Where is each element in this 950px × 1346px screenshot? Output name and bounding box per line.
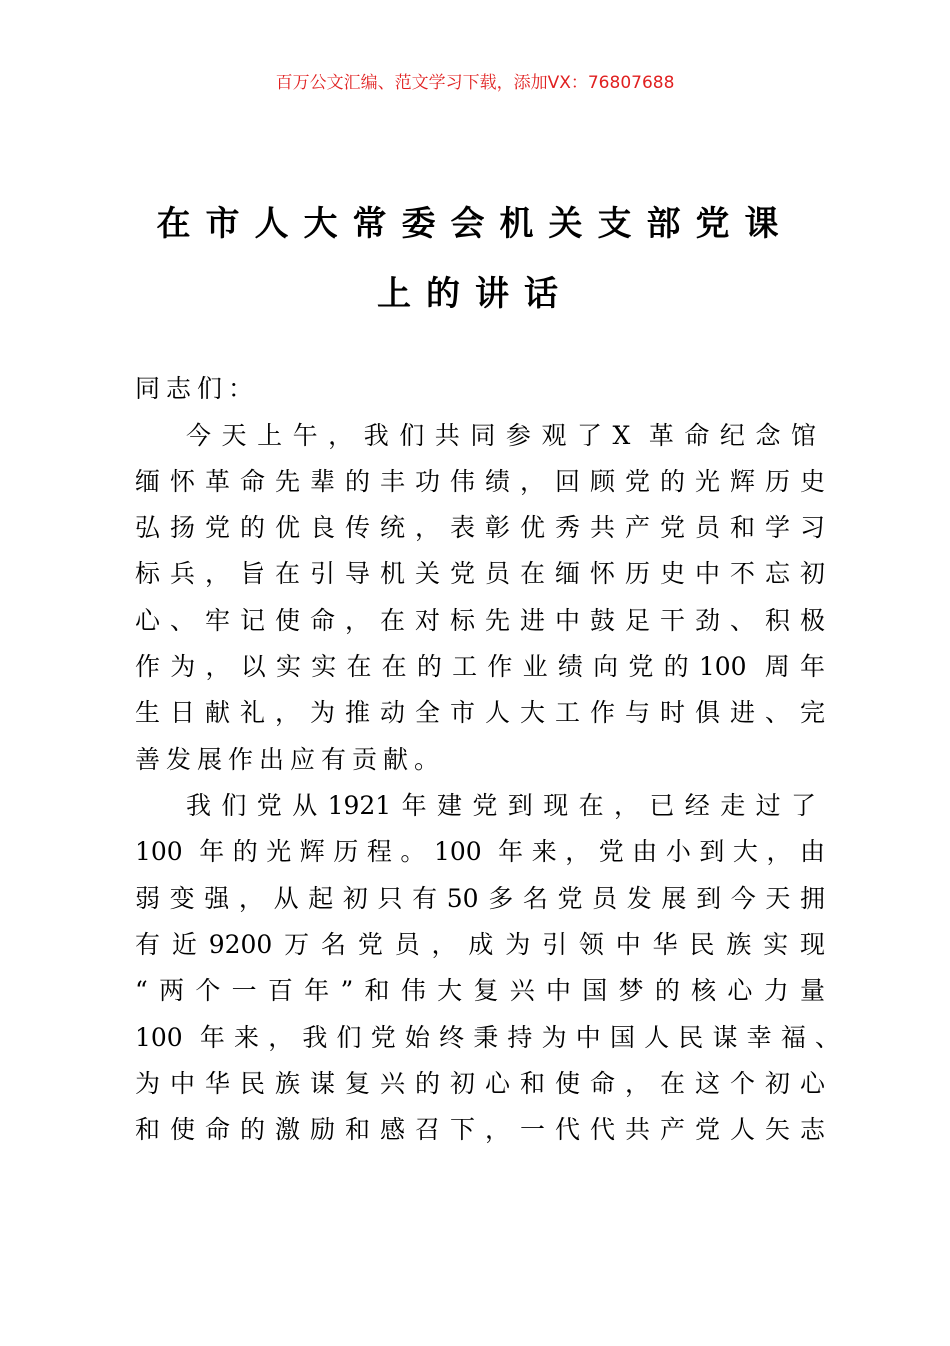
body-line: 善发展作出应有贡献。: [135, 745, 446, 774]
body-line: 100 年的光辉历程。100 年来，党由小到大，由: [135, 837, 825, 866]
body-line: 为中华民族谋复兴的初心和使命，在这个初心: [135, 1069, 825, 1098]
body-line: 有近9200万名党员，成为引领中华民族实现: [135, 930, 825, 959]
body-line: 生日献礼，为推动全市人大工作与时俱进、完: [135, 698, 825, 727]
body-line: 弘扬党的优良传统，表彰优秀共产党员和学习: [135, 513, 825, 542]
body-line: 标兵，旨在引导机关党员在缅怀历史中不忘初: [135, 559, 825, 588]
body-line: 我们党从1921年建党到现在，已经走过了: [186, 791, 816, 820]
body-line: “两个一百年”和伟大复兴中国梦的核心力量: [135, 976, 825, 1005]
body-line: 弱变强，从起初只有50多名党员发展到今天拥: [135, 884, 825, 913]
salutation: 同志们：: [135, 374, 260, 403]
body-line: 和使命的激励和感召下，一代代共产党人矢志: [135, 1115, 825, 1144]
body-line: 100 年来，我们党始终秉持为中国人民谋幸福、: [135, 1023, 840, 1052]
body-line: 作为，以实实在在的工作业绩向党的100 周年: [135, 652, 825, 681]
title-line-1: 在市人大常委会机关支部党课: [156, 204, 794, 244]
body-line: 今天上午，我们共同参观了X 革命纪念馆: [186, 421, 816, 450]
title-line-2: 上的讲话: [377, 274, 573, 314]
header-note: 百万公文汇编、范文学习下载，添加VX：76807688: [275, 73, 675, 93]
body-line: 缅怀革命先辈的丰功伟绩，回顾党的光辉历史: [135, 467, 825, 496]
body-line: 心、牢记使命，在对标先进中鼓足干劲、积极: [135, 606, 825, 635]
